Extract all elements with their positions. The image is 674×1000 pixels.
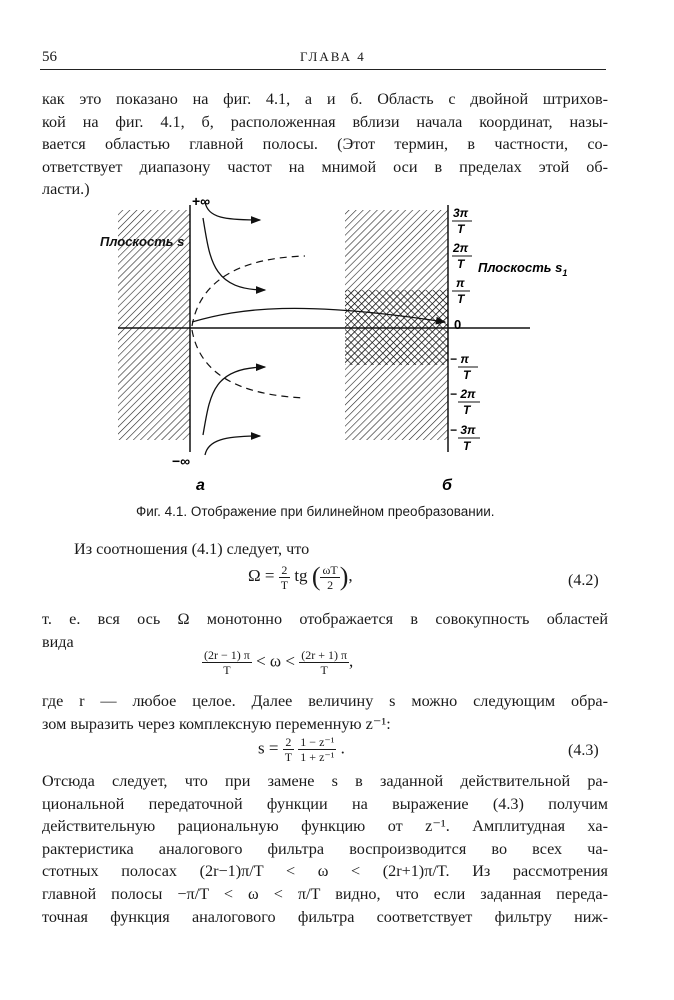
minus-infinity-label: −∞ bbox=[172, 453, 191, 469]
paragraph-s-expression bbox=[42, 690, 608, 735]
svg-text:T: T bbox=[457, 222, 465, 236]
text-line: Из соотношения (4.1) следует, что bbox=[74, 540, 310, 558]
svg-text:− 2π: − 2π bbox=[450, 387, 476, 401]
zero-label: 0 bbox=[454, 317, 462, 332]
curve-top-1 bbox=[205, 202, 260, 220]
equation-4-3: s = $\frac{2}{T}$ $\frac{\text{1 − z⁻¹}}{\text{1 + z⁻¹}}$ . bbox=[258, 735, 345, 764]
text-line: рактеристика аналогового фильтра воспроизводится во всех ча- bbox=[42, 839, 608, 858]
paragraph-conclusion bbox=[42, 770, 608, 928]
subfigure-a-label: а bbox=[196, 477, 205, 494]
plus-infinity-label: +∞ bbox=[192, 193, 211, 209]
paragraph-relation bbox=[74, 538, 374, 561]
s1-plane-label-text: Плоскость s bbox=[478, 260, 563, 275]
figure-bilinear-mapping bbox=[100, 190, 580, 500]
text-line: вается областью главной полосы. (Этот термин, в частности, со- bbox=[42, 135, 608, 154]
tick-minus-3pi-over-t bbox=[450, 423, 480, 453]
tick-pi-over-t bbox=[452, 276, 470, 306]
s-plane-label: Плоскость s bbox=[100, 234, 185, 249]
text-line: точная функция аналогового фильтра соответствует фильтру ниж- bbox=[42, 907, 608, 926]
eq-lhs: s = bbox=[258, 738, 283, 758]
text-line: Отсюда следует, что при замене s в заданной действительной ра- bbox=[42, 772, 608, 790]
text-line: вида bbox=[42, 632, 74, 651]
svg-text:T: T bbox=[463, 368, 471, 382]
equation-4-2: Ω = $\frac{2}{T}$ tg ( $\frac{\omega T}{2}$ ), bbox=[248, 562, 353, 592]
text-line: как это показано на фиг. 4.1, а и б. Область с двойной штрихов- bbox=[42, 90, 608, 108]
tick-minus-2pi-over-t bbox=[450, 387, 480, 417]
eq-fraction: $\frac{2}{T}$ bbox=[280, 562, 289, 592]
equation-number-4-3: (4.3) bbox=[568, 742, 599, 759]
text-line: ласти.) bbox=[42, 180, 90, 199]
ineq-middle: < ω < bbox=[251, 651, 300, 671]
text-line: стотных полосах (2r−1)π/T < ω < (2r+1)π/T. Из рассмотрения bbox=[42, 862, 608, 881]
eq-z-fraction: $\frac{\text{1 − z⁻¹}}{\text{1 + z⁻¹}}$ bbox=[300, 735, 335, 764]
tick-2pi-over-t bbox=[452, 241, 472, 271]
subfigure-b-label: б bbox=[442, 477, 452, 494]
curve-dashed-upper bbox=[192, 256, 305, 326]
text-line: т. е. вся ось Ω монотонно отображается в совокупность областей bbox=[42, 610, 608, 628]
svg-text:− π: − π bbox=[450, 352, 469, 366]
figure-caption: Фиг. 4.1. Отображение при билинейном преобразовании. bbox=[136, 504, 495, 519]
s1-plane-label-subscript: 1 bbox=[562, 268, 568, 278]
paragraph-axis-mapping bbox=[42, 608, 608, 653]
svg-text:T: T bbox=[463, 439, 471, 453]
eq-lhs: Ω = bbox=[248, 565, 279, 585]
eq-arg-fraction: $\frac{\omega T}{2}$ bbox=[322, 562, 338, 592]
curve-bottom-2 bbox=[203, 367, 265, 435]
svg-text:− 3π: − 3π bbox=[450, 423, 476, 437]
svg-text:π: π bbox=[456, 276, 465, 290]
tick-minus-pi-over-t bbox=[450, 352, 478, 382]
text-line: действительную рациональную функцию от z⁻¹. Амплитудная ха- bbox=[42, 817, 608, 836]
paragraph-intro bbox=[42, 88, 608, 201]
text-line: циональной передаточной функции на выражение (4.3) получим bbox=[42, 794, 608, 813]
text-line: главной полосы −π/T < ω < π/T видно, что если заданная переда- bbox=[42, 884, 608, 903]
svg-text:T: T bbox=[457, 257, 465, 271]
ineq-right-fraction: $\frac{(2r + 1) \pi}{T}$ bbox=[301, 648, 348, 677]
svg-text:2π: 2π bbox=[453, 241, 469, 255]
svg-text:T: T bbox=[457, 292, 465, 306]
header-rule bbox=[40, 69, 606, 70]
curve-bottom-1 bbox=[205, 436, 260, 455]
svg-text:T: T bbox=[463, 403, 471, 417]
text-line: ответствует диапазону частот на мнимой оси в пределах этой об- bbox=[42, 157, 608, 176]
text-line: кой на фиг. 4.1, б, расположенная вблизи начала координат, назы- bbox=[42, 112, 608, 131]
curve-top-2 bbox=[203, 218, 265, 290]
curve-dashed-lower bbox=[192, 330, 305, 398]
text-line: зом выразить через комплексную переменную z⁻¹: bbox=[42, 714, 391, 733]
chapter-title: ГЛАВА 4 bbox=[300, 49, 366, 64]
eq-fraction: $\frac{2}{T}$ bbox=[284, 735, 293, 764]
svg-text:3π: 3π bbox=[453, 206, 469, 220]
inequality-bands: $\frac{(2r - 1) \pi}{T}$ < ω < $\frac{(2r + 1) \pi}{T}$ , bbox=[204, 648, 354, 677]
page-number: 56 bbox=[42, 49, 57, 65]
s1-plane-label bbox=[478, 260, 567, 278]
ineq-left-fraction: $\frac{(2r - 1) \pi}{T}$ bbox=[204, 648, 250, 677]
equation-number-4-2: (4.2) bbox=[568, 572, 599, 589]
tick-3pi-over-t bbox=[452, 206, 472, 236]
eq-func: tg bbox=[290, 565, 312, 585]
text-line: где r — любое целое. Далее величину s можно следующим обра- bbox=[42, 692, 608, 710]
